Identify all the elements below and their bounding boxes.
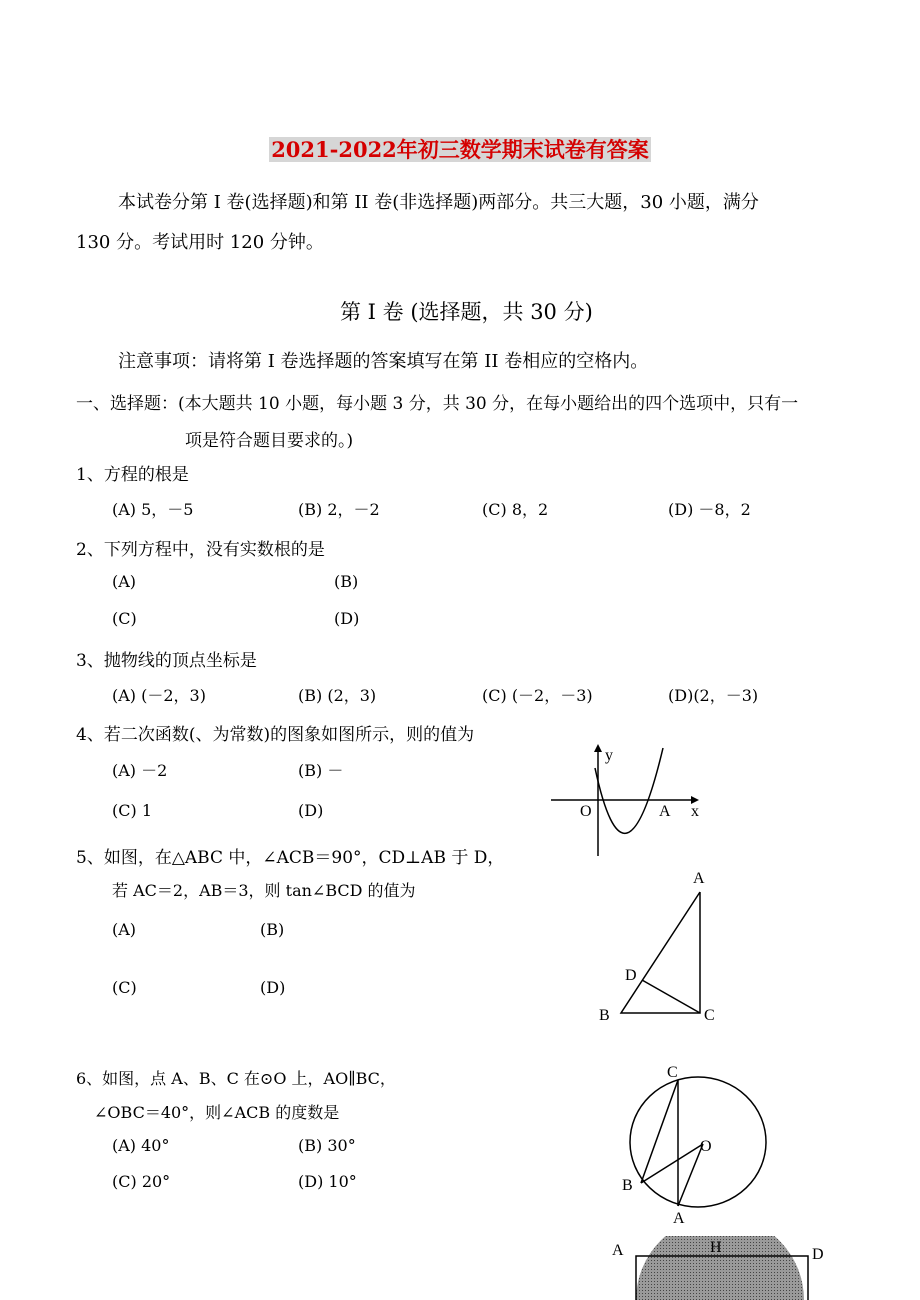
question-6-stem-line-2: ∠OBC＝40°，则∠ACB 的度数是	[94, 1103, 340, 1122]
q3-option-b: (B) (2，3)	[298, 686, 377, 705]
q1-option-d: (D) －8，2	[668, 500, 751, 519]
label-a: A	[612, 1242, 624, 1259]
label-d: D	[625, 967, 637, 984]
segment-cb	[641, 1080, 678, 1183]
question-5-stem-line-2: 若 AC＝2，AB＝3，则 tan∠BCD 的值为	[112, 881, 416, 900]
q5-option-d: (D)	[260, 978, 286, 997]
label-a: A	[673, 1210, 685, 1227]
q6-option-b: (B) 30°	[298, 1136, 356, 1155]
label-c: C	[704, 1007, 715, 1024]
intro-line-2: 130 分。考试用时 120 分钟。	[76, 232, 324, 253]
circle-figure	[612, 1060, 782, 1230]
q6-option-c: (C) 20°	[112, 1172, 171, 1191]
square-figure	[600, 1236, 840, 1300]
question-2-stem: 2、下列方程中，没有实数根的是	[76, 540, 325, 560]
x-axis-label: x	[691, 803, 699, 820]
q4-option-a: (A) －2	[112, 761, 168, 780]
label-h: H	[710, 1239, 722, 1256]
q5-option-b: (B)	[260, 920, 285, 939]
instruction-line-1: 一、选择题：(本大题共 10 小题，每小题 3 分，共 30 分，在每小题给出的四个选项中，只有一	[76, 394, 799, 414]
q5-option-a: (A)	[112, 920, 137, 939]
triangle-figure	[590, 862, 725, 1032]
origin-label: O	[580, 803, 592, 820]
question-5-stem-line-1: 5、如图，在△ABC 中，∠ACB＝90°，CD⊥AB 于 D，	[76, 848, 505, 868]
circle-o	[630, 1077, 766, 1207]
label-a: A	[693, 870, 705, 887]
document-title: 2021-2022年初三数学期末试卷有答案	[271, 137, 649, 162]
label-b: B	[599, 1007, 610, 1024]
instruction-line-2: 项是符合题目要求的。)	[185, 431, 354, 451]
q4-option-c: (C) 1	[112, 801, 152, 820]
q3-option-a: (A) (－2，3)	[112, 686, 206, 705]
question-4-stem: 4、若二次函数(、为常数)的图象如图所示，则的值为	[76, 725, 475, 745]
q3-option-c: (C) (－2，－3)	[482, 686, 593, 705]
q2-option-a: (A)	[112, 572, 137, 591]
notice: 注意事项：请将第 I 卷选择题的答案填写在第 II 卷相应的空格内。	[118, 351, 649, 372]
y-axis-label: y	[605, 747, 613, 764]
y-axis-arrow	[594, 744, 602, 752]
question-3-stem: 3、抛物线的顶点坐标是	[76, 651, 257, 671]
root-label: A	[659, 803, 671, 820]
q4-option-d: (D)	[298, 801, 324, 820]
label-b: B	[622, 1177, 633, 1194]
q3-option-d: (D)(2，－3)	[668, 686, 759, 705]
parabola-figure	[545, 738, 710, 863]
label-d: D	[812, 1246, 824, 1263]
q2-option-b: (B)	[334, 572, 359, 591]
segment-bo	[641, 1144, 703, 1183]
label-o: O	[700, 1138, 712, 1155]
intro-line-1: 本试卷分第 I 卷(选择题)和第 II 卷(非选择题)两部分。共三大题，30 小题，满分	[118, 192, 759, 213]
section-heading: 第 I 卷 (选择题，共 30 分)	[340, 300, 593, 324]
q1-option-b: (B) 2，－2	[298, 500, 380, 519]
q6-option-a: (A) 40°	[112, 1136, 170, 1155]
q2-option-c: (C)	[112, 609, 137, 628]
q1-option-a: (A) 5，－5	[112, 500, 194, 519]
question-6-stem-line-1: 6、如图，点 A、B、C 在⊙O 上，AO∥BC，	[76, 1069, 396, 1088]
q2-option-d: (D)	[334, 609, 360, 628]
q1-option-c: (C) 8，2	[482, 500, 549, 519]
q5-option-c: (C)	[112, 978, 137, 997]
question-1-stem: 1、方程的根是	[76, 465, 189, 485]
triangle-abc	[621, 892, 700, 1013]
label-c: C	[667, 1064, 678, 1081]
q4-option-b: (B) －	[298, 761, 344, 780]
q6-option-d: (D) 10°	[298, 1172, 357, 1191]
altitude-cd	[642, 980, 700, 1013]
